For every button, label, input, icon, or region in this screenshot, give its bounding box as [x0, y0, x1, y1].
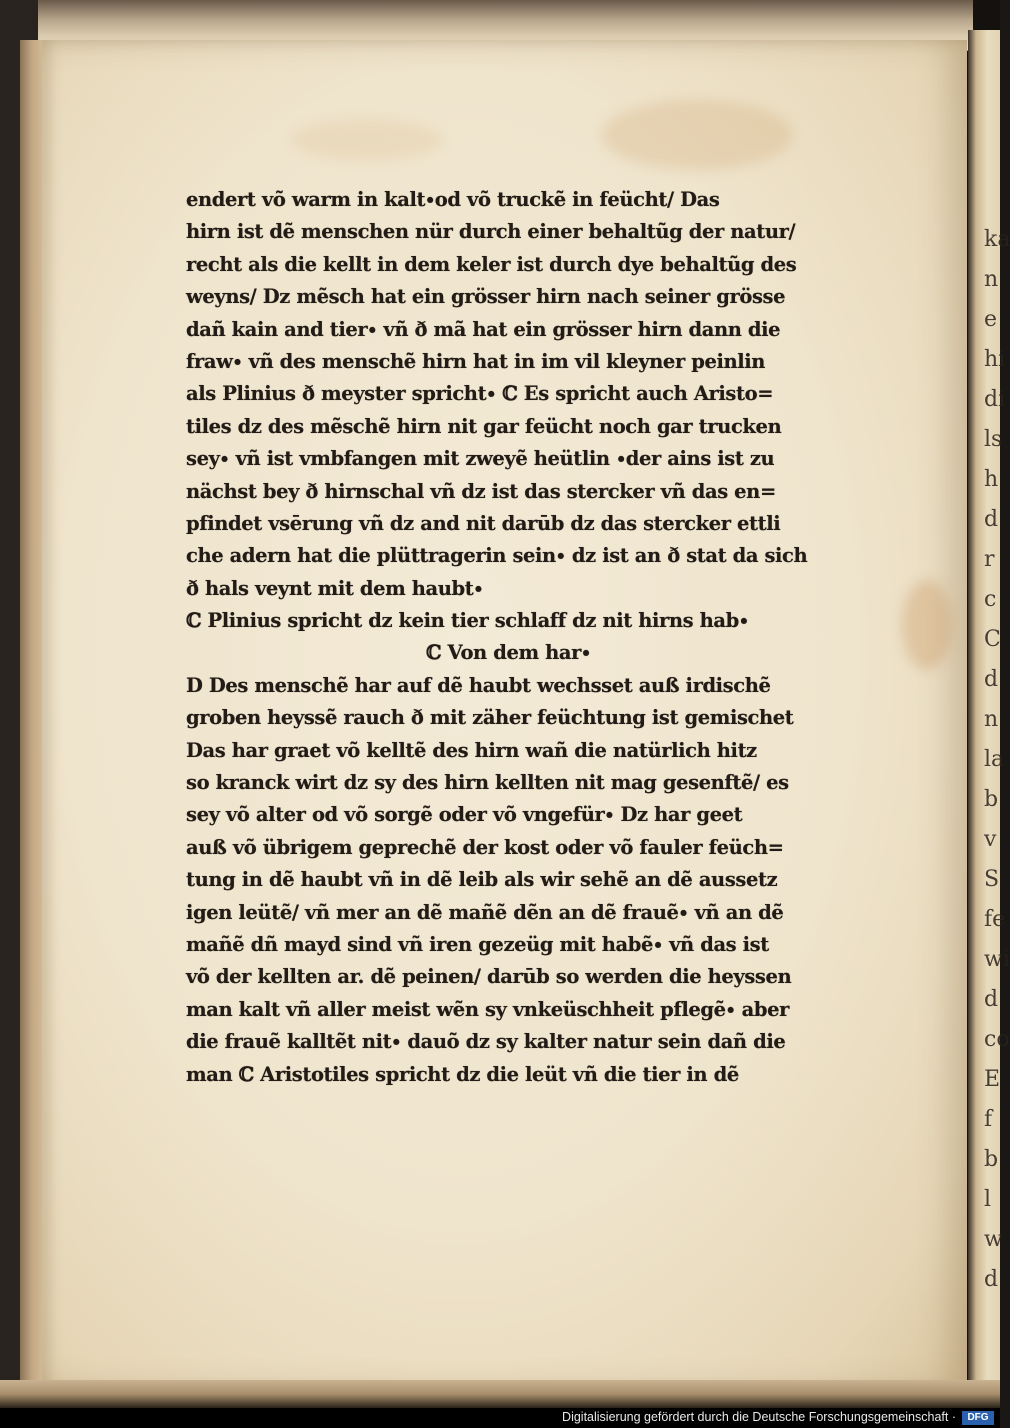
text-line: nächst bey ð hirnschal vñ dz ist das stercker vñ das en=: [186, 479, 776, 503]
text-line: tiles dz des mẽschẽ hirn nit gar feücht noch gar trucken: [186, 414, 782, 438]
text-line: pfindet vsērung vñ dz and nit darūb dz das stercker ettli: [186, 511, 781, 535]
dfg-logo: DFG: [962, 1411, 994, 1425]
text-line: D Des menschẽ har auf dẽ haubt wechsset auß irdischẽ: [186, 673, 771, 697]
text-line: dañ kain and tier∙ vñ ð mã hat ein grösser hirn dann die: [186, 317, 781, 341]
text-line: hirn ist dẽ menschen nür durch einer behaltũg der natur/: [186, 220, 796, 244]
text-line: so kranck wirt dz sy des hirn kellten nit mag gesenftẽ/ es: [186, 771, 789, 795]
text-line: endert võ warm in kalt∙od võ truckẽ in feücht/ Das: [186, 188, 720, 211]
section-heading: ℂ Von dem har∙: [426, 641, 591, 665]
text-line: võ der kellten ar. dẽ peinen/ darūb so werden die heyssen: [186, 965, 792, 989]
text-line: ð hals veynt mit dem haubt∙: [186, 576, 484, 600]
text-line: sey∙ vñ ist vmbfangen mit zweyẽ heütlin ∙der ains ist zu: [186, 447, 775, 471]
page-stain: [902, 580, 952, 670]
text-line: mañẽ dñ mayd sind vñ iren gezeüg mit habẽ∙ vñ das ist: [186, 932, 769, 956]
text-line: die frauẽ kalltẽt nit∙ dauõ dz sy kalter natur sein dañ die: [186, 1030, 786, 1054]
text-line: recht als die kellt in dem keler ist durch dye behaltũg des: [186, 252, 797, 276]
text-line: igen leütẽ/ vñ mer an dẽ mañẽ dẽn an dẽ frauẽ∙ vñ an dẽ: [186, 900, 784, 924]
text-line: man ℂ Aristotiles spricht dz die leüt vñ die tier in dẽ: [186, 1062, 739, 1086]
book-bottom-edge: [0, 1380, 1000, 1408]
text-line: man kalt vñ aller meist wẽn sy vnkeüschheit pflegẽ∙ aber: [186, 997, 790, 1021]
text-line: fraw∙ vñ des menschẽ hirn hat in im vil kleyner peinlin: [186, 349, 766, 373]
page-stain: [602, 100, 792, 170]
text-line: als Plinius ð meyster spricht∙ ℂ Es spricht auch Aristo=: [186, 382, 774, 406]
text-line: weyns/ Dz mẽsch hat ein grösser hirn nach seiner grösse: [186, 285, 786, 309]
funding-notice: Digitalisierung gefördert durch die Deutsche Forschungsgemeinschaft ·: [562, 1410, 956, 1424]
facing-page-text: ka n e hi di ls h d r c C d n la b v S fe wi d co E f b l w d: [984, 227, 1010, 1292]
text-line: groben heyssẽ rauch ð mit zäher feüchtung ist gemischet: [186, 706, 794, 730]
digitization-footer: [0, 1408, 1000, 1428]
text-block: [186, 184, 826, 1091]
text-line: tung in dẽ haubt vñ in dẽ leib als wir sehẽ an dẽ aussetz: [186, 868, 778, 892]
page-stain: [292, 120, 442, 160]
text-line: auß võ übrigem geprechẽ der kost oder võ fauler feüch=: [186, 835, 784, 859]
text-line: ℂ Plinius spricht dz kein tier schlaff dz nit hirns hab∙: [186, 609, 749, 633]
text-line: che adern hat die plüttragerin sein∙ dz ist an ð stat da sich: [186, 544, 808, 568]
text-line: Das har graet võ kelltẽ des hirn wañ die natürlich hitz: [186, 738, 757, 762]
text-line: sey võ alter od võ sorgẽ oder võ vngefür∙ Dz har geet: [186, 803, 743, 827]
